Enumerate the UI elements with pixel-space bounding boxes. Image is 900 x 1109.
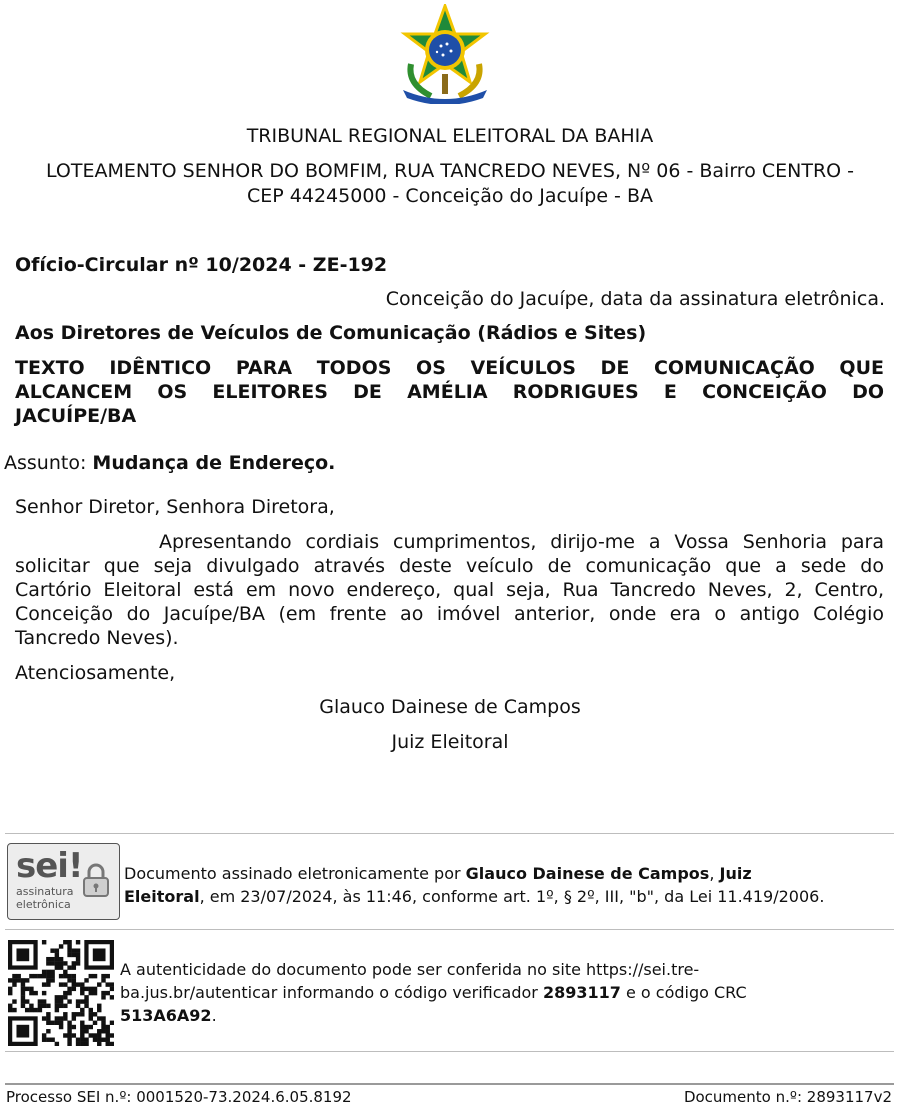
subject-value: Mudança de Endereço.: [92, 452, 336, 474]
process-number: Processo SEI n.º: 0001520-73.2024.6.05.8192: [6, 1088, 352, 1106]
sei-badge-label-1: assinatura: [16, 885, 74, 898]
signature-signer: Glauco Dainese de Campos: [465, 864, 710, 883]
signature-role-2: Eleitoral: [124, 887, 200, 906]
subject-label: Assunto:: [4, 452, 87, 474]
body-line-2: solicitar que seja divulgado através deste veículo de comunicação que a sede do: [15, 555, 884, 577]
document-number: Documento n.º: 2893117v2: [683, 1088, 892, 1106]
subject: [4, 451, 335, 475]
closing: Atenciosamente,: [15, 662, 176, 684]
sei-badge-label-2: eletrônica: [16, 898, 71, 911]
coat-of-arms-emblem: [397, 4, 493, 104]
body-line-1: Apresentando cordiais cumprimentos, dirijo-me a Vossa Senhoria para: [159, 531, 884, 553]
verification-line-2-suffix: e o código CRC: [620, 983, 747, 1002]
addressee: Aos Diretores de Veículos de Comunicação (Rádios e Sites): [15, 322, 647, 344]
signer-name: Glauco Dainese de Campos: [319, 696, 581, 718]
address-line-1: LOTEAMENTO SENHOR DO BOMFIM, RUA TANCREDO NEVES, Nº 06 - Bairro CENTRO -: [45, 160, 855, 182]
signature-prefix: Documento assinado eletronicamente por: [124, 864, 466, 883]
verifier-code: 2893117: [542, 983, 621, 1002]
divider: [5, 1051, 894, 1052]
divider: [5, 929, 894, 930]
sei-signature-badge: [7, 843, 120, 920]
verification-end: .: [211, 1006, 217, 1025]
notice-line-2: ALCANCEM OS ELEITORES DE AMÉLIA RODRIGUES E CONCEIÇÃO DO: [15, 381, 884, 403]
institution-name: TRIBUNAL REGIONAL ELEITORAL DA BAHIA: [246, 125, 654, 147]
qr-code: [8, 940, 114, 1046]
signature-suffix: , em 23/07/2024, às 11:46, conforme art. 1º, § 2º, III, "b", da Lei 11.419/2006.: [199, 887, 825, 906]
body-line-4: Conceição do Jacuípe/BA (em frente ao imóvel anterior, onde era o antigo Colégio: [15, 603, 884, 625]
verification-line-1: A autenticidade do documento pode ser conferida no site https://sei.tre-: [120, 960, 700, 979]
verification-text: [120, 958, 840, 1027]
signature-role-1: Juiz: [719, 864, 752, 883]
signer-title: Juiz Eleitoral: [391, 731, 509, 753]
signature-separator: ,: [709, 864, 720, 883]
verification-line-2: ba.jus.br/autenticar informando o código verificador: [120, 983, 543, 1002]
letter-reference: Ofício-Circular nº 10/2024 - ZE-192: [15, 254, 388, 276]
salutation: Senhor Diretor, Senhora Diretora,: [15, 496, 335, 518]
padlock-icon: [82, 862, 110, 902]
address-line-2: CEP 44245000 - Conceição do Jacuípe - BA: [247, 185, 653, 207]
notice-line-1: TEXTO IDÊNTICO PARA TODOS OS VEÍCULOS DE COMUNICAÇÃO QUE: [15, 357, 884, 379]
electronic-signature-text: [124, 862, 884, 908]
sei-logo-text: sei!: [16, 846, 83, 886]
divider: [5, 833, 894, 834]
body-line-3: Cartório Eleitoral está em novo endereço, qual seja, Rua Tancredo Neves, 2, Centro,: [15, 579, 884, 601]
footer-divider: [5, 1083, 894, 1085]
crc-code: 513A6A92: [120, 1006, 212, 1025]
notice-line-3: JACUÍPE/BA: [15, 405, 137, 427]
place-date: Conceição do Jacuípe, data da assinatura eletrônica.: [385, 288, 885, 310]
body-line-5: Tancredo Neves).: [15, 627, 179, 649]
